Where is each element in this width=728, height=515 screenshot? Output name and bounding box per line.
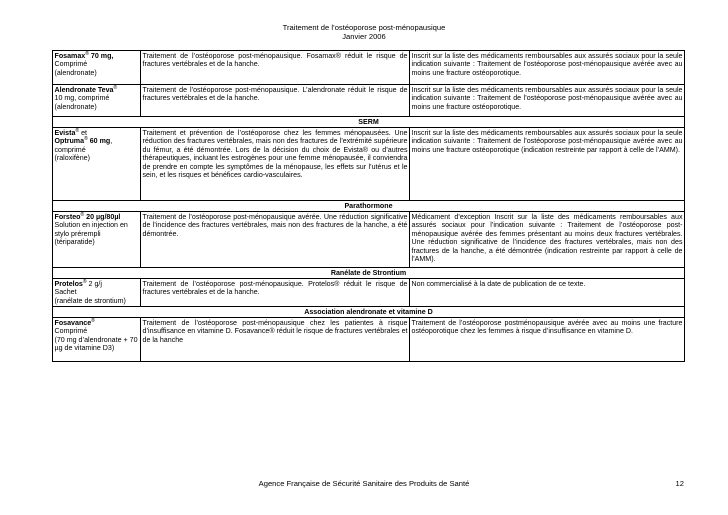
reimbursement-cell: Inscrit sur la liste des médicaments remboursables aux assurés sociaux pour la seule indication suivante : Traitement de l’ostéoporose post-ménopausique avérée avec au moins une fracture ostéoporotique. [410, 85, 685, 117]
drug-name-cell [53, 51, 141, 85]
indication-cell: Traitement de l’ostéoporose post-ménopausique. Fosamax® réduit le risque de fractures vertébrales et de la hanche. [141, 51, 410, 85]
table-row [53, 318, 685, 362]
table-row [53, 212, 685, 268]
registered-mark: ® [91, 317, 95, 324]
drug-dose: 70 mg, [88, 51, 114, 60]
page-number: 12 [675, 479, 684, 488]
document-title: Traitement de l’ostéoporose post-ménopausique [282, 23, 446, 32]
drug-name-conjunction: et [79, 128, 87, 137]
drug-form: Solution en injection en stylo prérempli [54, 221, 128, 238]
drug-form: 10 mg, comprimé [54, 94, 110, 102]
drug-form: comprimé [54, 145, 86, 154]
drug-form: Comprimé [54, 60, 88, 68]
reimbursement-cell: Non commercialisé à la date de publication de ce texte. [410, 279, 685, 307]
drug-name-cell [53, 85, 141, 117]
section-row [53, 307, 685, 318]
drug-dose: 20 µg/80µl [84, 212, 121, 221]
table-row [53, 128, 685, 201]
drug-name: Alendronate Teva [54, 85, 114, 94]
drug-name: Evista [54, 128, 76, 137]
drug-name-cell [53, 128, 141, 201]
indication-cell: Traitement et prévention de l’ostéoporose chez les femmes ménopausées. Une réduction des fractures vertébrales, mais non des fractures de l’extrémité supérieure du fémur, a été démontrée. Lors de la décision du choix de Evista® ou d’autres thérapeutiques, incluant les estrogènes pour une femme ménopausée, il conviendra de prendre en compte les symptômes de la ménopause, les effets sur l’utérus et le sein, et les risques et bénéfices cardio-vasculaires. [141, 128, 410, 201]
document-header [0, 23, 728, 41]
table-row [53, 51, 685, 85]
drug-dose: 2 g/j [86, 279, 102, 288]
registered-mark: ® [85, 50, 89, 57]
registered-mark: ® [113, 84, 118, 91]
reimbursement-cell: Médicament d’exception Inscrit sur la liste des médicaments remboursables aux assurés sociaux pour l’indication suivante : Traitement de l’ostéoporose post-ménopausique avérée des femmes présentant au moins deux fractures vertébrales. Une réduction significative de l’incidence des fractures vertébrales, mais non des fractures de la hanche, a été démontrée (indication restreinte par rapport à celle de l’AMM). [410, 212, 685, 268]
section-heading-association: Association alendronate et vitamine D [53, 307, 685, 318]
drug-molecule: (70 mg d’alendronate + 70 µg de vitamine D3) [54, 335, 138, 352]
indication-cell: Traitement de l’ostéoporose post-ménopausique. L’alendronate réduit le risque de fractures vertébrales et de la hanche. [141, 85, 410, 117]
footer-agency: Agence Française de Sécurité Sanitaire des Produits de Santé [258, 479, 470, 488]
section-row [53, 201, 685, 212]
document-date: Janvier 2006 [342, 32, 386, 41]
reimbursement-cell: Inscrit sur la liste des médicaments remboursables aux assurés sociaux pour la seule indication suivante : Traitement de l’ostéoporose post-ménopausique avérée avec au moins une fracture ostéoporotique (indication restreinte par rapport à celle de l’AMM). [410, 128, 685, 201]
section-row [53, 117, 685, 128]
indication-cell: Traitement de l’ostéoporose post-ménopausique. Protelos® réduit le risque de fractures vertébrales et de la hanche. [141, 279, 410, 307]
drug-name: Forsteo [54, 212, 81, 221]
drug-form: Comprimé [54, 327, 88, 335]
drug-form: Sachet [54, 288, 77, 296]
reimbursement-cell: Traitement de l’ostéoporose postménopausique avérée avec au moins une fracture ostéoporotique chez les femmes à risque d’insuffisance en vitamine D. [410, 318, 685, 362]
drug-molecule: (ranélate de strontium) [54, 296, 126, 305]
drug-name-cell [53, 279, 141, 307]
registered-mark: ® [84, 136, 88, 142]
registered-mark: ® [75, 127, 80, 134]
drug-name: Fosamax [54, 51, 86, 60]
drug-name-alt: Optruma [54, 137, 85, 145]
indication-cell: Traitement de l’ostéoporose post-ménopausique chez les patientes à risque d’insuffisance en vitamine D. Fosavance® réduit le risque de fractures vertébrales et de la hanche [141, 318, 410, 362]
section-heading-serm: SERM [53, 117, 685, 128]
drug-molecule: (raloxifène) [54, 154, 90, 162]
registered-mark: ® [82, 278, 87, 285]
drug-table [52, 50, 685, 362]
reimbursement-cell: Inscrit sur la liste des médicaments remboursables aux assurés sociaux pour la seule indication suivante : Traitement de l’ostéoporose post-ménopausique avérée avec au moins une fracture ostéoporotique. [410, 51, 685, 85]
section-heading-strontium: Ranélate de Strontium [53, 268, 685, 279]
drug-dose: 60 mg [87, 137, 111, 145]
table-row [53, 85, 685, 117]
drug-name: Protelos [54, 279, 83, 288]
drug-name-cell [53, 318, 141, 362]
drug-molecule: (alendronate) [54, 68, 97, 77]
table-row [53, 279, 685, 307]
section-row [53, 268, 685, 279]
drug-molecule: (tériparatide) [54, 238, 95, 246]
drug-name-cell [53, 212, 141, 268]
drug-dose-comma: , [110, 137, 113, 145]
drug-molecule: (alendronate) [54, 102, 97, 111]
registered-mark: ® [80, 211, 85, 218]
drug-name: Fosavance [54, 318, 92, 327]
section-heading-parathormone: Parathormone [53, 201, 685, 212]
indication-cell: Traitement de l’ostéoporose post-ménopausique avérée. Une réduction significative de l’incidence des fractures vertébrales, mais non des fractures de la hanche, a été démontrée. [141, 212, 410, 268]
